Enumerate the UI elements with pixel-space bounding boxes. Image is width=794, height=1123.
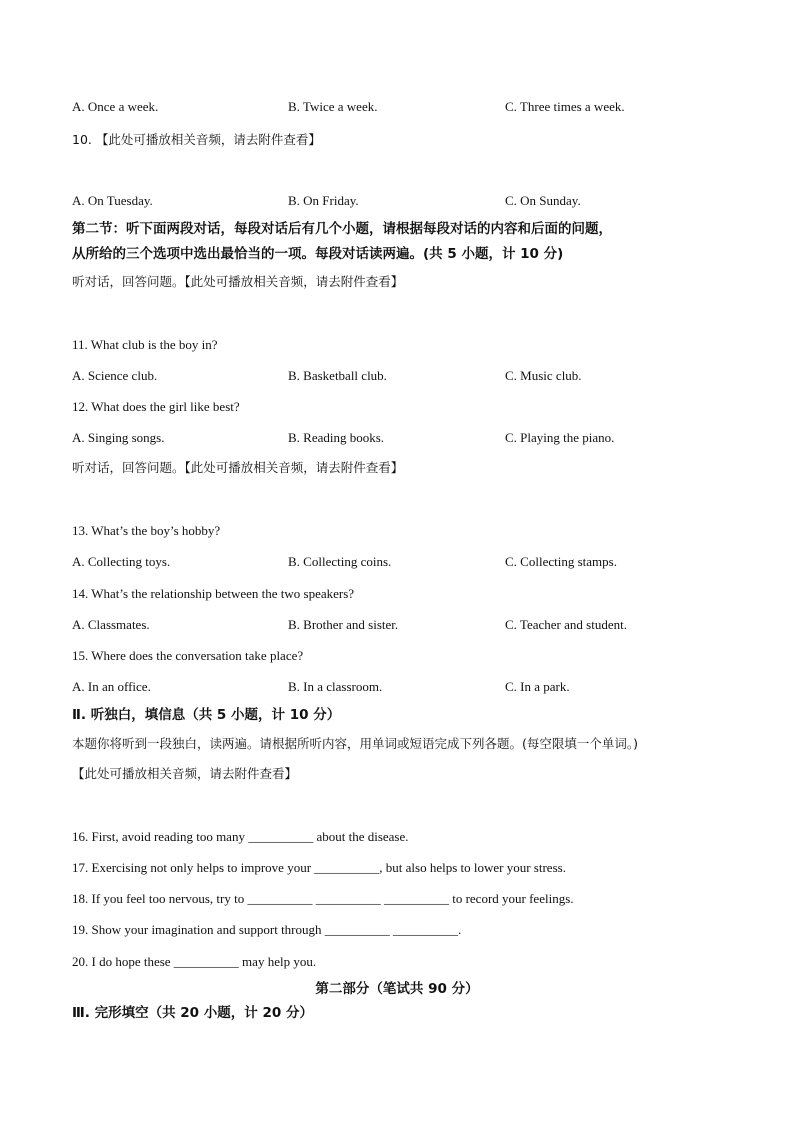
q14-option-a: A. Classmates. — [72, 617, 150, 632]
section-ii-audio-note: 【此处可播放相关音频，请去附件查看】 — [72, 766, 298, 781]
q19-question: 19. Show your imagination and support through __________ __________. — [72, 922, 462, 937]
part2-heading: 第二部分（笔试共 90 分） — [315, 981, 479, 997]
section-ii-heading: Ⅱ. 听独白，填信息（共 5 小题，计 10 分） — [72, 707, 341, 723]
section-iii-heading: Ⅲ. 完形填空（共 20 小题，计 20 分） — [72, 1005, 313, 1021]
q14-question: 14. What’s the relationship between the two speakers? — [72, 586, 355, 601]
q12-question: 12. What does the girl like best? — [72, 399, 240, 414]
q12-option-c: C. Playing the piano. — [505, 430, 615, 445]
q10-question: 10. 【此处可播放相关音频，请去附件查看】 — [72, 132, 321, 147]
q18-question: 18. If you feel too nervous, try to __________ __________ __________ to record your feelings. — [72, 891, 574, 906]
q11-option-a: A. Science club. — [72, 368, 158, 383]
dialog-instruction-2: 听对话，回答问题。【此处可播放相关音频，请去附件查看】 — [72, 460, 404, 475]
q13-option-b: B. Collecting coins. — [288, 554, 392, 569]
q9-option-b: B. Twice a week. — [288, 99, 378, 114]
q10-option-c: C. On Sunday. — [505, 193, 581, 208]
q15-option-b: B. In a classroom. — [288, 679, 383, 694]
q10-option-b: B. On Friday. — [288, 193, 359, 208]
q15-question: 15. Where does the conversation take place? — [72, 648, 304, 663]
q15-option-c: C. In a park. — [505, 679, 570, 694]
section-ii-instruction: 本题你将听到一段独白，读两遍。请根据所听内容，用单词或短语完成下列各题。(每空限填一个单词。) — [72, 736, 639, 751]
q17-question: 17. Exercising not only helps to improve your __________, but also helps to lower your stress. — [72, 860, 566, 875]
q11-option-c: C. Music club. — [505, 368, 582, 383]
q14-option-c: C. Teacher and student. — [505, 617, 627, 632]
q13-option-a: A. Collecting toys. — [72, 554, 171, 569]
q20-question: 20. I do hope these __________ may help you. — [72, 954, 317, 969]
q11-option-b: B. Basketball club. — [288, 368, 387, 383]
section2-heading-line1: 第二节：听下面两段对话，每段对话后有几个小题，请根据每段对话的内容和后面的问题， — [72, 221, 612, 237]
section2-heading-line2: 从所给的三个选项中选出最恰当的一项。每段对话读两遍。(共 5 小题，计 10 分) — [72, 246, 564, 262]
q16-question: 16. First, avoid reading too many __________ about the disease. — [72, 829, 409, 844]
q11-question: 11. What club is the boy in? — [72, 337, 218, 352]
q13-question: 13. What’s the boy’s hobby? — [72, 523, 221, 538]
dialog-instruction: 听对话，回答问题。【此处可播放相关音频，请去附件查看】 — [72, 274, 404, 289]
q12-option-b: B. Reading books. — [288, 430, 385, 445]
q13-option-c: C. Collecting stamps. — [505, 554, 617, 569]
q10-option-a: A. On Tuesday. — [72, 193, 153, 208]
q15-option-a: A. In an office. — [72, 679, 151, 694]
q9-option-c: C. Three times a week. — [505, 99, 625, 114]
q9-option-a: A. Once a week. — [72, 99, 159, 114]
q12-option-a: A. Singing songs. — [72, 430, 165, 445]
q14-option-b: B. Brother and sister. — [288, 617, 399, 632]
